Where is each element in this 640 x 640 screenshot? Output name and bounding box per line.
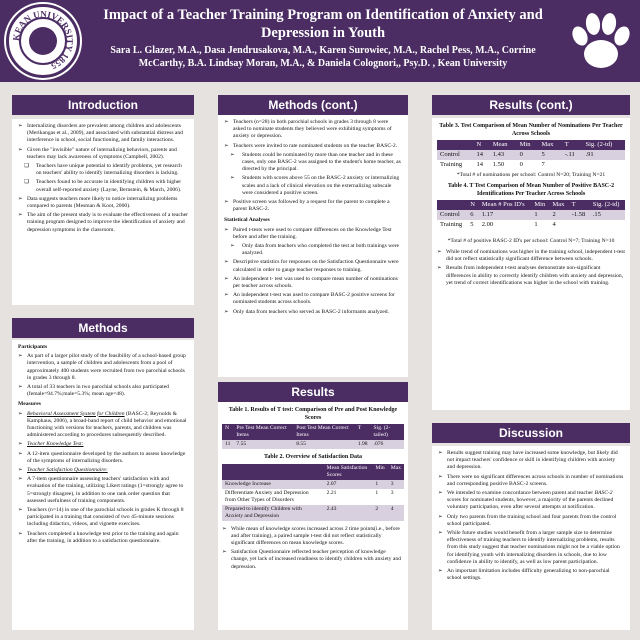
table-cell: 2.00	[481, 221, 494, 228]
table-cell: 0	[519, 151, 523, 158]
table-header-cell: T	[357, 425, 362, 431]
table-row	[437, 210, 625, 220]
table-cell: 1	[534, 221, 538, 228]
table-header-cell: T	[564, 141, 569, 148]
table-cell	[562, 160, 583, 170]
table-header-cell: Max	[552, 201, 565, 208]
table-header-cell	[437, 140, 473, 150]
methods-cont-heading: Methods (cont.)	[218, 95, 408, 115]
table-row	[222, 440, 404, 449]
table-cell: 7	[541, 161, 545, 168]
table-cell: 1	[375, 489, 379, 496]
measures-label: Measures	[18, 401, 41, 408]
table-cell: 1	[534, 211, 538, 218]
methods-section	[12, 340, 194, 630]
measure-item	[18, 441, 188, 448]
measure-desc: (BASC-2; Reynolds & Kamphaus, 2006), a broad-band report of child behavior and emotional functioning with versions for teachers, parents, and children was administered according to procedures subsequently described.	[27, 410, 187, 439]
table-cell	[583, 160, 625, 170]
table-cell: 11	[225, 441, 231, 447]
discussion-text: BASC-2	[594, 490, 613, 497]
measure-name: Teacher Satisfaction Questionnaire:	[27, 467, 108, 474]
table-header-row	[437, 200, 625, 210]
results-cont-bullet: ➢ Results from independent t-test analyses demonstrate non-significant differences in ability to correctly identify children with anxiety and depression, yet trend of correct identifications was higher in the school with training.	[437, 265, 625, 287]
measure-item: ➢ A 7-item questionnaire assessing teachers' satisfaction with and evaluation of the training, utilizing Likert ratings (1=strongly agree to 5=strongly disagree), in addition to one rank order question that assessed usefulness of training components.	[18, 476, 188, 505]
table-header-cell: Min	[534, 201, 546, 208]
university-seal-icon	[6, 4, 80, 78]
table-cell: 6	[470, 211, 474, 218]
paw-print-icon	[566, 6, 636, 76]
table-row	[222, 480, 404, 489]
table-cell: 14	[476, 151, 483, 158]
table-cell: Knowledge Increase	[225, 480, 271, 487]
discussion-section	[432, 446, 630, 630]
methods-cont-sub-bullet: ➢ Students could be nominated by more than one teacher and in these cases, only one BASC-2 was assigned to the student's home teacher, as directed by the principal.	[230, 152, 402, 174]
table-cell: 2.21	[326, 489, 337, 496]
table-header-cell: Mean Satisfaction Scores	[326, 464, 368, 478]
table-header-cell: Max	[390, 464, 401, 471]
table-header-cell: N	[470, 201, 475, 208]
results-bullet: ➢ While mean of knowledge scores increased across 2 time points(i.e., before and after training), a paired sample t-test did not reflect statistically significant differences on mean knowledge scores.	[222, 526, 404, 548]
table-header-cell	[222, 464, 324, 480]
discussion-text: We intended to examine concordance between parent and teacher	[447, 490, 595, 497]
table-header-cell: Sig. (2-td)	[592, 201, 620, 208]
table-header-cell: N	[476, 141, 482, 148]
stats-bullet: ➢ An independent t- test was used to compare mean number of nominations per teacher across schools.	[224, 276, 402, 290]
results-heading: Results	[218, 382, 408, 402]
results-section	[218, 402, 408, 630]
table-cell: 1	[375, 480, 379, 487]
table-header-row	[222, 424, 404, 440]
table-cell: 8.55	[296, 441, 307, 447]
results-cont-bullet: ➢ While trend of nominations was higher in the training school, independent t-test did not reflect statistically significant difference between schools.	[437, 249, 625, 263]
methods-cont-section	[218, 115, 408, 377]
intro-bullet: ➢ Data suggests teachers more likely to notice internalizing problems compared to parents (Mesman & Koot, 2000).	[18, 196, 188, 210]
methods-cont-bullet: ➢ Positive screen was followed by a request for the parent to complete a parent BASC-2.	[224, 199, 402, 213]
measure-item	[18, 411, 188, 440]
table-cell: 3	[390, 489, 394, 496]
table-cell: .15	[592, 211, 601, 218]
discussion-bullet: ➢ While future studies would benefit from a larger sample size to determine effectiveness of training teachers to identify internalizing problems, results from this study suggest that teacher nominations might not be a viable option for identifying youth with internalizing disorders in schools, due to low confidence in ability to identify, as well as low parent participation.	[438, 530, 624, 566]
results-cont-heading: Results (cont.)	[432, 95, 630, 115]
table3-note: *Total # of nominations per school: Control N=20; Training N=21	[456, 172, 606, 178]
intro-section	[12, 119, 194, 305]
discussion-bullet: ➢ Results suggest training may have increased some knowledge, but likely did not impact teachers' confidence or skill in identifying children with anxiety and depression.	[438, 450, 624, 472]
table4	[437, 200, 625, 230]
svg-text:KEAN UNIVERSITY 1855: KEAN UNIVERSITY 1855	[10, 8, 76, 72]
intro-bullet: ➢ Internalizing disorders are prevalent among children and adolescents (Merikangas et al., 2009), and associated with substantial distress and interference in school, social functioning, and family interactions.	[18, 123, 188, 145]
participants-label: Participants	[18, 344, 48, 350]
table4-note: *Total # of positive BASC-2 ID's per school: Control N=7; Training N=10	[447, 238, 615, 244]
measure-item: ➢ A 12-item questionnaire developed by the authors to assess knowledge of the symptoms of internalizing disorders.	[18, 451, 188, 465]
table-header-cell	[437, 200, 467, 210]
intro-bullet: ➢ The aim of the present study is to evaluate the effectiveness of a teacher training program designed to improve the identification of anxiety and depression symptoms in the classroom.	[18, 212, 188, 234]
table-cell: 1.43	[492, 151, 505, 158]
measure-item	[18, 467, 188, 474]
discussion-bullet: ➢ An important limitation includes difficulty generalizing to non-parochial school settings.	[438, 568, 624, 582]
table-header-cell: Mean	[492, 141, 508, 148]
table-row	[437, 220, 625, 230]
table-cell	[590, 220, 625, 230]
table-cell	[569, 220, 590, 230]
table-header-cell: Pre Test Mean Correct Items	[236, 425, 287, 438]
table-cell: Prepared to identify Children with Anxiety and Depression	[225, 505, 302, 519]
table-header-row	[437, 140, 625, 150]
discussion-bullet	[438, 490, 624, 512]
table1-title: Table 1. Results of T test: Comparison of Pre and Post Knowledge Scores	[228, 407, 398, 421]
table-cell: Control	[440, 211, 460, 218]
table-cell: Differentiate Anxiety and Depression from Other Types of Disorders	[225, 489, 309, 503]
table-cell: .91	[585, 151, 594, 158]
results-bullet: ➢ Satisfaction Questionnaire reflected teacher perception of knowledge change, yet lack of increased readiness to identify children with anxiety and depression.	[222, 549, 404, 571]
methods-cont-bullet: ➢ Teachers (n=28) in both parochial schools in grades 3 through 8 were asked to nominate students they believed were exhibiting symptoms of anxiety or depression.	[224, 119, 402, 141]
methods-cont-bullet: ➢ Teachers were invited to rate nominated students on the teacher BASC-2.	[224, 143, 402, 150]
table-row	[437, 160, 625, 170]
table-header-row	[222, 464, 404, 480]
intro-bullet: ➢ Given the "invisible" nature of internalizing behaviors, parents and teachers may lack awareness of symptoms (Campbell, 2002).	[18, 147, 188, 161]
stats-bullet: ➢ An independent t-test was used to compare BASC-2 positive screens for nominated students across schools.	[224, 292, 402, 306]
stats-label: Statistical Analyses	[224, 217, 270, 224]
table-cell: .076	[373, 441, 384, 447]
table-cell: 1.50	[492, 161, 505, 168]
discussion-bullet: ➢ Only two parents from the training school and four parents from the control school participated.	[438, 514, 624, 528]
methods-bullet: ➢ As part of a larger pilot study of the feasibility of a school-based group intervention, a sample of children and adolescents from a pool of approximately 400 students were recruited from two parochial schools in grades 3 through 8.	[18, 353, 188, 382]
table4-title: Table 4. T Test Comparison of Mean Number of Positive BASC-2 Identifications Per Teacher Across Schools	[447, 183, 615, 197]
table-cell: 3	[390, 480, 394, 487]
table1	[222, 424, 404, 449]
table-cell: -1.58	[571, 211, 586, 218]
table-cell: 2	[552, 211, 556, 218]
methods-bullet: ➢ Teachers (n=14) in one of the parochial schools in grades K through 8 participated in a training that consisted of two 45-minute sessions including didactics, videos, and vignette exercises.	[18, 507, 188, 529]
table-row	[222, 505, 404, 521]
poster-header	[0, 0, 640, 82]
discussion-heading: Discussion	[432, 423, 630, 443]
methods-cont-sub-bullet: ➢ Students with scores above 55 on the BASC-2 anxiety or internalizing scales and a lack of clinical elevation on the externalizing subscale were considered a positive screen.	[230, 175, 402, 197]
table-cell: 7.55	[236, 441, 247, 447]
table-header-cell: Sig. (2-td)	[585, 141, 613, 148]
methods-bullet: ➢ Teachers completed a knowledge test prior to the training and again after the training, in addition to a satisfaction questionnaire.	[18, 531, 188, 545]
table-cell: 14	[476, 161, 483, 168]
table-header-cell: Max	[541, 141, 554, 148]
table2	[222, 464, 404, 521]
stats-bullet: ➢ Paired t-tests were used to compare differences on the Knowledge Test before and after the training.	[224, 227, 402, 241]
intro-sub-bullet: ❏ Teachers found to be accurate in identifying children with higher overall self-reported anxiety (Layne, Bernstein, & March, 2006).	[24, 179, 188, 193]
table-cell: 0	[519, 161, 523, 168]
stats-bullet: ➢ Descriptive statistics for responses on the Satisfaction Questionnaire were calculated in order to gauge teacher responses to training.	[224, 259, 402, 273]
poster-title: Impact of a Teacher Training Program on Identification of Anxiety and Depression in Youth	[103, 7, 543, 41]
methods-bullet: ➢ A total of 33 teachers in two parochial schools also participated (female=94.7%;male=5.3%; mean age=48).	[18, 384, 188, 398]
table-cell: 1.98	[357, 441, 368, 447]
table-cell: 4	[390, 505, 394, 512]
discussion-text: scores for nominated students, however, a majority of the parents declined voluntary participation, even after several attempts at notification.	[447, 497, 614, 511]
table-header-cell: Min	[375, 464, 385, 471]
table-row	[222, 489, 404, 505]
table2-title: Table 2. Overview of Satisfaction Data	[263, 454, 363, 460]
table-cell: -.11	[564, 151, 575, 158]
intro-heading: Introduction	[12, 95, 194, 115]
table-cell: 1.17	[481, 211, 494, 218]
table-header-cell: Post Test Mean Correct Items	[296, 425, 349, 438]
table-cell: 2	[375, 505, 379, 512]
table-cell: 2.07	[326, 480, 337, 487]
table-cell: Training	[440, 161, 463, 168]
table-header-cell: Mean # Pos ID's	[481, 201, 525, 208]
poster-authors: Sara L. Glazer, M.A., Dasa Jendrusakova, M.A., Karen Surowiec, M.A., Rachel Pess, M.A., Corrine McCarthy, B.A. Lindsay Moran, M.A., & Daniela Colognori,, Psy.D. , Kean University	[110, 45, 536, 69]
table-cell: 4	[552, 221, 556, 228]
results-cont-section	[432, 118, 630, 410]
table-cell: Control	[440, 151, 460, 158]
table-cell: Training	[440, 221, 463, 228]
table-cell: 5	[470, 221, 474, 228]
table-header-cell: Min	[519, 141, 531, 148]
table-header-cell: T	[571, 201, 576, 208]
table3-title: Table 3. Test Comparison of Mean Number of Nominations Per Teacher Across Schools	[439, 123, 623, 137]
table-row	[437, 150, 625, 160]
table-header-cell: N	[225, 425, 230, 431]
discussion-bullet: ➢ There were no significant differences across schools in number of nominations and corresponding positive BASC-2 screens.	[438, 474, 624, 488]
table3	[437, 140, 625, 170]
stats-sub-bullet: ➢ Only data from teachers who completed the test at both trainings were analyzed.	[230, 243, 402, 257]
methods-heading: Methods	[12, 318, 194, 338]
measure-name: Teacher Knowledge Test:	[27, 441, 84, 448]
intro-sub-bullet: ❏ Teachers have unique potential to identify problems, yet research on teachers' ability to identify internalizing disorders is lacking.	[24, 163, 188, 177]
stats-bullet: ➢ Only data from teachers who served as BASC-2 informants analyzed.	[224, 309, 402, 316]
table-header-cell: Sig. (2-tailed)	[373, 425, 391, 438]
table-cell: 5	[541, 151, 545, 158]
table-cell: 2.43	[326, 505, 337, 512]
measure-name: Behavioral Assessment System for Children	[27, 410, 125, 417]
